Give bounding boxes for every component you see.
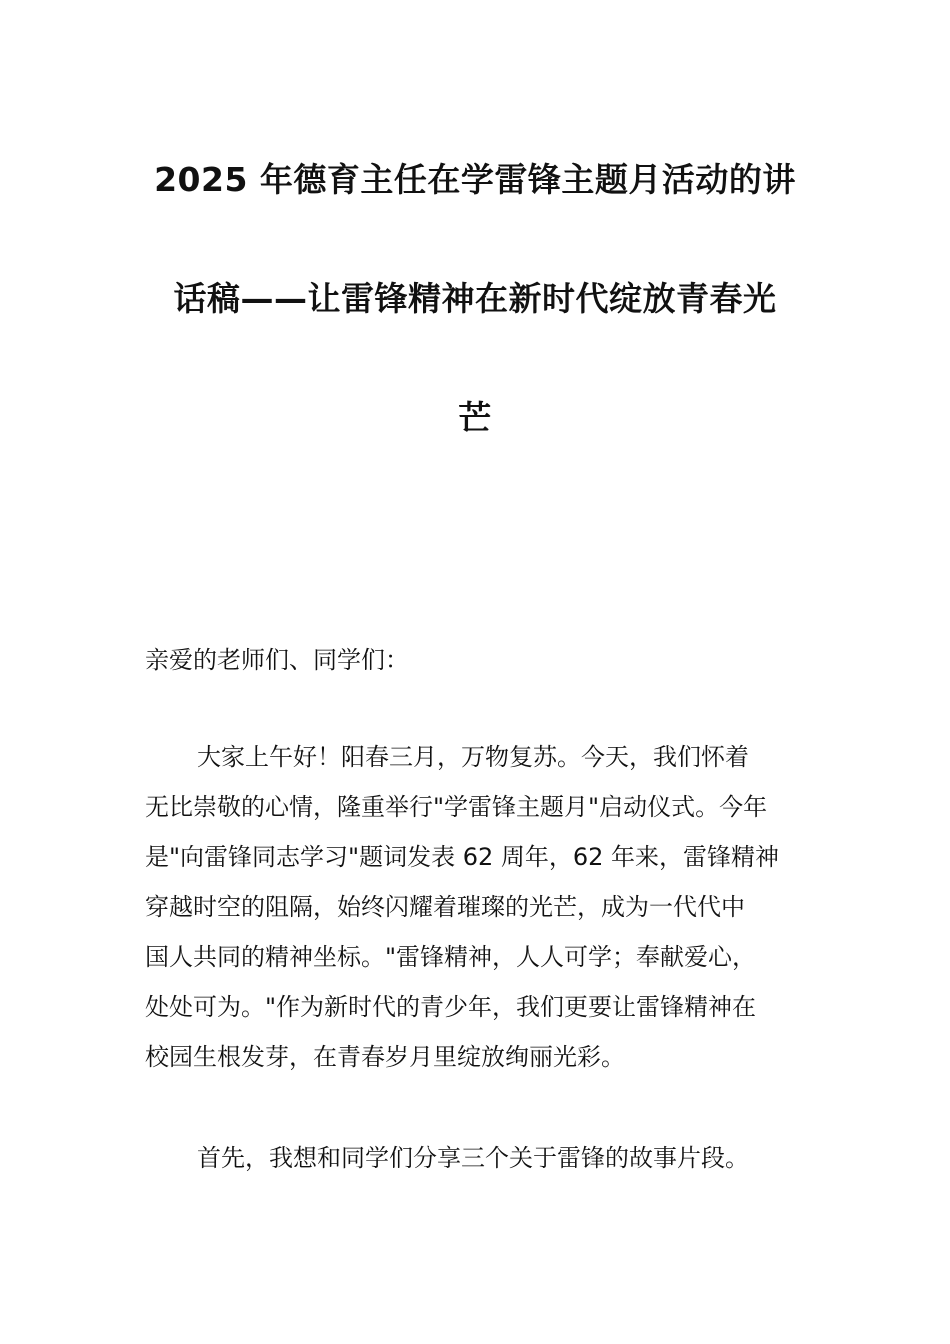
paragraph-1-line-7: 校园生根发芽，在青春岁月里绽放绚丽光彩。 [145, 1043, 625, 1071]
title-line-2: 话稿——让雷锋精神在新时代绽放青春光 [173, 279, 777, 318]
paragraph-1 [145, 732, 815, 1082]
paragraph-2-line-1: 首先，我想和同学们分享三个关于雷锋的故事片段。 [197, 1144, 749, 1172]
paragraph-1-line-3: 是"向雷锋同志学习"题词发表 62 周年，62 年来，雷锋精神 [145, 843, 780, 871]
paragraph-1-line-2: 无比崇敬的心情，隆重举行"学雷锋主题月"启动仪式。今年 [145, 793, 768, 821]
title-line-1: 2025 年德育主任在学雷锋主题月活动的讲 [154, 160, 796, 199]
paragraph-1-line-1: 大家上午好！阳春三月，万物复苏。今天，我们怀着 [197, 743, 749, 771]
paragraph-1-line-6: 处处可为。"作为新时代的青少年，我们更要让雷锋精神在 [145, 993, 757, 1021]
salutation: 亲爱的老师们、同学们： [145, 646, 409, 674]
paragraph-2 [145, 1133, 815, 1183]
title-line-3: 芒 [458, 398, 492, 437]
paragraph-1-line-5: 国人共同的精神坐标。"雷锋精神，人人可学；奉献爱心， [145, 943, 757, 971]
paragraph-1-line-4: 穿越时空的阻隔，始终闪耀着璀璨的光芒，成为一代代中 [145, 893, 745, 921]
